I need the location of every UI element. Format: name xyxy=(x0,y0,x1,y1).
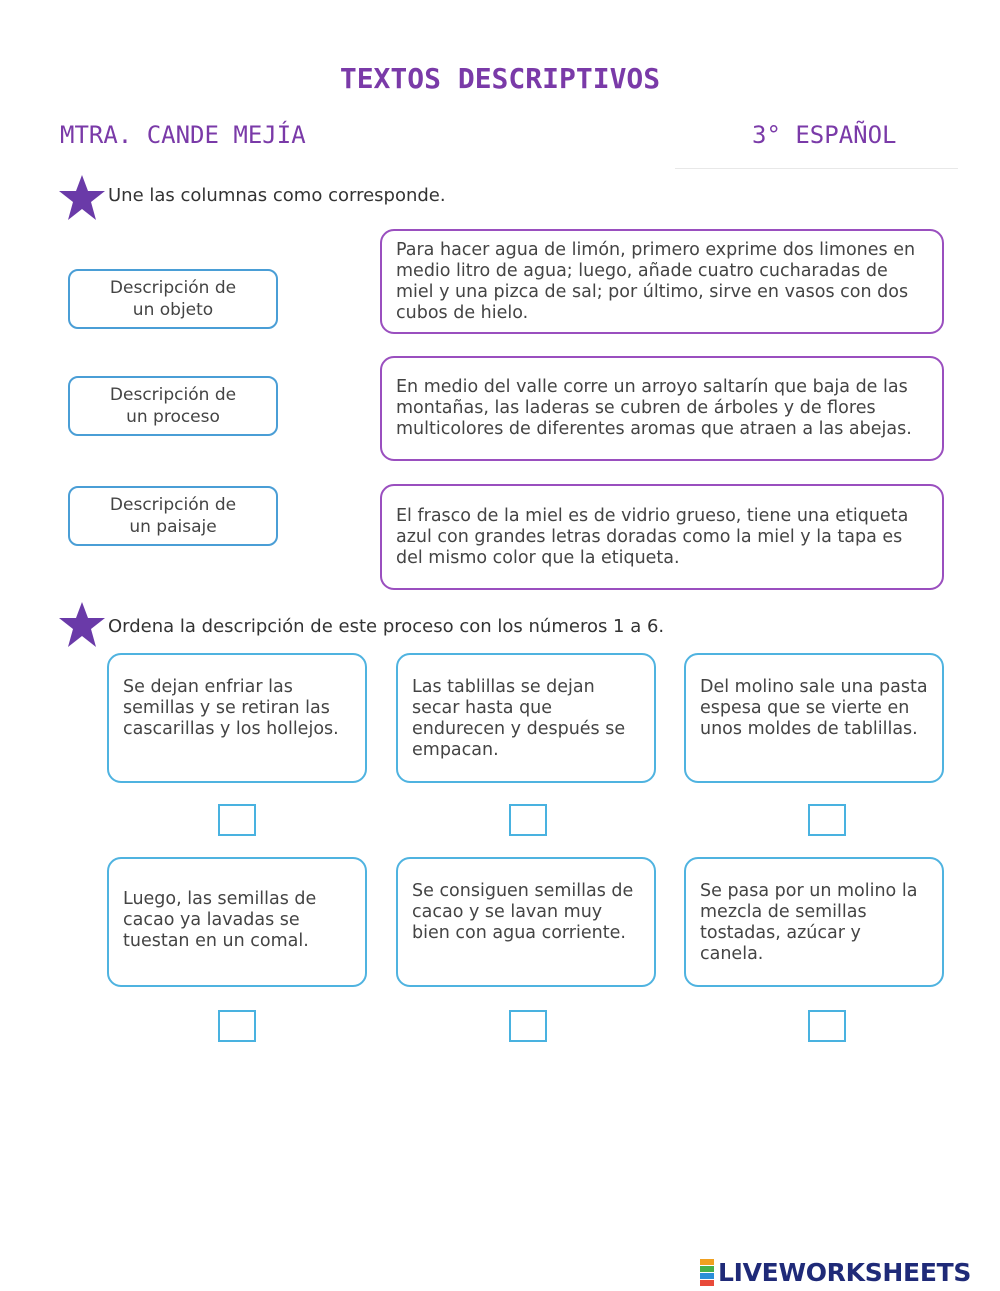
order-answer-box[interactable] xyxy=(509,804,547,836)
order-answer-box[interactable] xyxy=(808,804,846,836)
step-card: Luego, las semillas de cacao ya lavadas se tuestan en un comal. xyxy=(107,857,367,987)
grade-label: 3° ESPAÑOL xyxy=(752,121,897,149)
order-answer-box[interactable] xyxy=(808,1010,846,1042)
liveworksheets-logo xyxy=(700,1255,971,1289)
instruction-order-steps: Ordena la descripción de este proceso con los números 1 a 6. xyxy=(108,616,665,637)
logo-mark-icon xyxy=(700,1258,714,1286)
logo-text: LIVEWORKSHEETS xyxy=(718,1257,972,1287)
left-item-paisaje[interactable]: Descripción de un paisaje xyxy=(68,486,278,546)
teacher-name: MTRA. CANDE MEJÍA xyxy=(60,121,306,149)
right-item-text: En medio del valle corre un arroyo saltarín que baja de las montañas, las laderas se cubren de árboles y de flores multicolores de diferentes aromas que atraen a las abejas. xyxy=(396,377,912,439)
right-item-text: El frasco de la miel es de vidrio grueso, tiene una etiqueta azul con grandes letras doradas como la miel y la tapa es del mismo color que la etiqueta. xyxy=(396,505,909,568)
step-card: Se dejan enfriar las semillas y se retiran las cascarillas y los hollejos. xyxy=(107,653,367,783)
step-card: Se consiguen semillas de cacao y se lavan muy bien con agua corriente. xyxy=(396,857,656,987)
order-answer-box[interactable] xyxy=(509,1010,547,1042)
order-answer-box[interactable] xyxy=(218,1010,256,1042)
star-icon xyxy=(58,601,106,649)
step-card: Las tablillas se dejan secar hasta que endurecen y después se empacan. xyxy=(396,653,656,783)
left-item-proceso[interactable]: Descripción de un proceso xyxy=(68,376,278,436)
star-icon xyxy=(58,174,106,222)
left-item-objeto[interactable]: Descripción de un objeto xyxy=(68,269,278,329)
step-card: Se pasa por un molino la mezcla de semillas tostadas, azúcar y canela. xyxy=(684,857,944,987)
instruction-match-columns: Une las columnas como corresponde. xyxy=(108,185,446,206)
order-answer-box[interactable] xyxy=(218,804,256,836)
right-item-frasco[interactable] xyxy=(380,484,944,590)
header-divider xyxy=(675,168,958,169)
right-item-limonada[interactable] xyxy=(380,229,944,334)
step-card: Del molino sale una pasta espesa que se vierte en unos moldes de tablillas. xyxy=(684,653,944,783)
page-title: TEXTOS DESCRIPTIVOS xyxy=(339,62,661,95)
right-item-valle[interactable] xyxy=(380,356,944,461)
right-item-text: Para hacer agua de limón, primero exprime dos limones en medio litro de agua; luego, añade cuatro cucharadas de miel y una pizca de sal; por último, sirve en vasos con dos cubos de hielo. xyxy=(396,239,916,323)
